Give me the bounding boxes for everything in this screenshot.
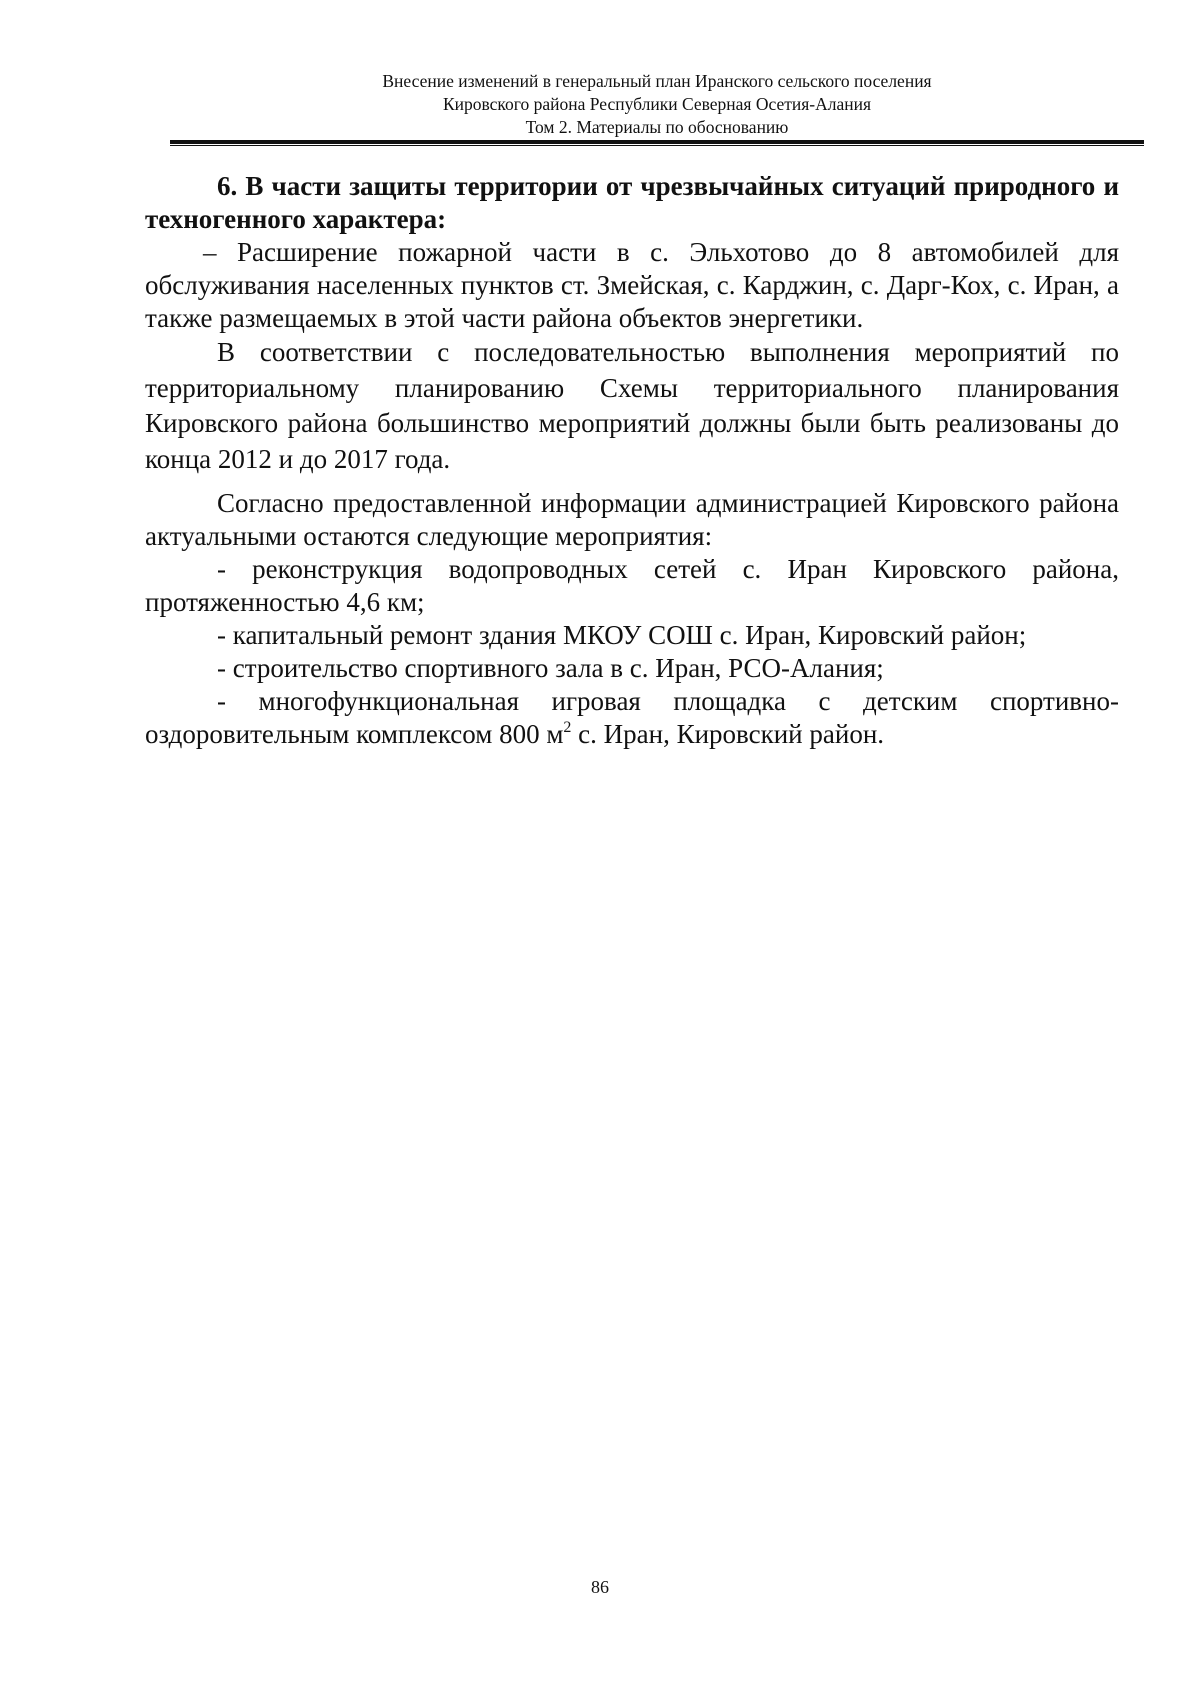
page-header: [170, 70, 1144, 139]
header-double-rule: [170, 140, 1144, 146]
area-superscript: 2: [563, 719, 572, 736]
header-line-3: Том 2. Материалы по обоснованию: [525, 117, 789, 137]
measure-item: - капитальный ремонт здания МКОУ СОШ с. Иран, Кировский район;: [217, 620, 1027, 650]
measure-text: - многофункциональная игровая площадка с детским спортивно-оздоровительным комплексом 800 м: [145, 686, 1119, 749]
header-line-2: Кировского района Республики Северная Осетия-Алания: [442, 94, 872, 114]
measure-item-playground: [145, 685, 1119, 751]
header-line-1: Внесение изменений в генеральный план Иранского сельского поселения: [382, 71, 932, 91]
section-heading: 6. В части защиты территории от чрезвычайных ситуаций природного и техногенного характера:: [145, 171, 1119, 234]
page-number: 86: [591, 1577, 609, 1597]
document-body: [145, 170, 1119, 751]
measure-text-end: с. Иран, Кировский район.: [571, 719, 885, 749]
measure-item: - строительство спортивного зала в с. Иран, РСО-Алания;: [217, 653, 884, 683]
paragraph-planning-scheme: В соответствии с последовательностью выполнения мероприятий по территориальному планированию Схемы территориального планирования Кировского района большинство мероприятий должны были быть реализованы до конца 2012 и до 2017 года.: [145, 337, 1119, 474]
measure-item: - реконструкция водопроводных сетей с. Иран Кировского района, протяженностью 4,6 км;: [145, 554, 1119, 617]
paragraph-current-measures: Согласно предоставленной информации администрацией Кировского района актуальными остаются следующие мероприятия:: [145, 488, 1119, 551]
paragraph-fire-station: – Расширение пожарной части в с. Эльхотово до 8 автомобилей для обслуживания населенных пунктов ст. Змейская, с. Карджин, с. Дарг-Кох, с. Иран, а также размещаемых в этой части района объектов энергетики.: [145, 237, 1119, 333]
